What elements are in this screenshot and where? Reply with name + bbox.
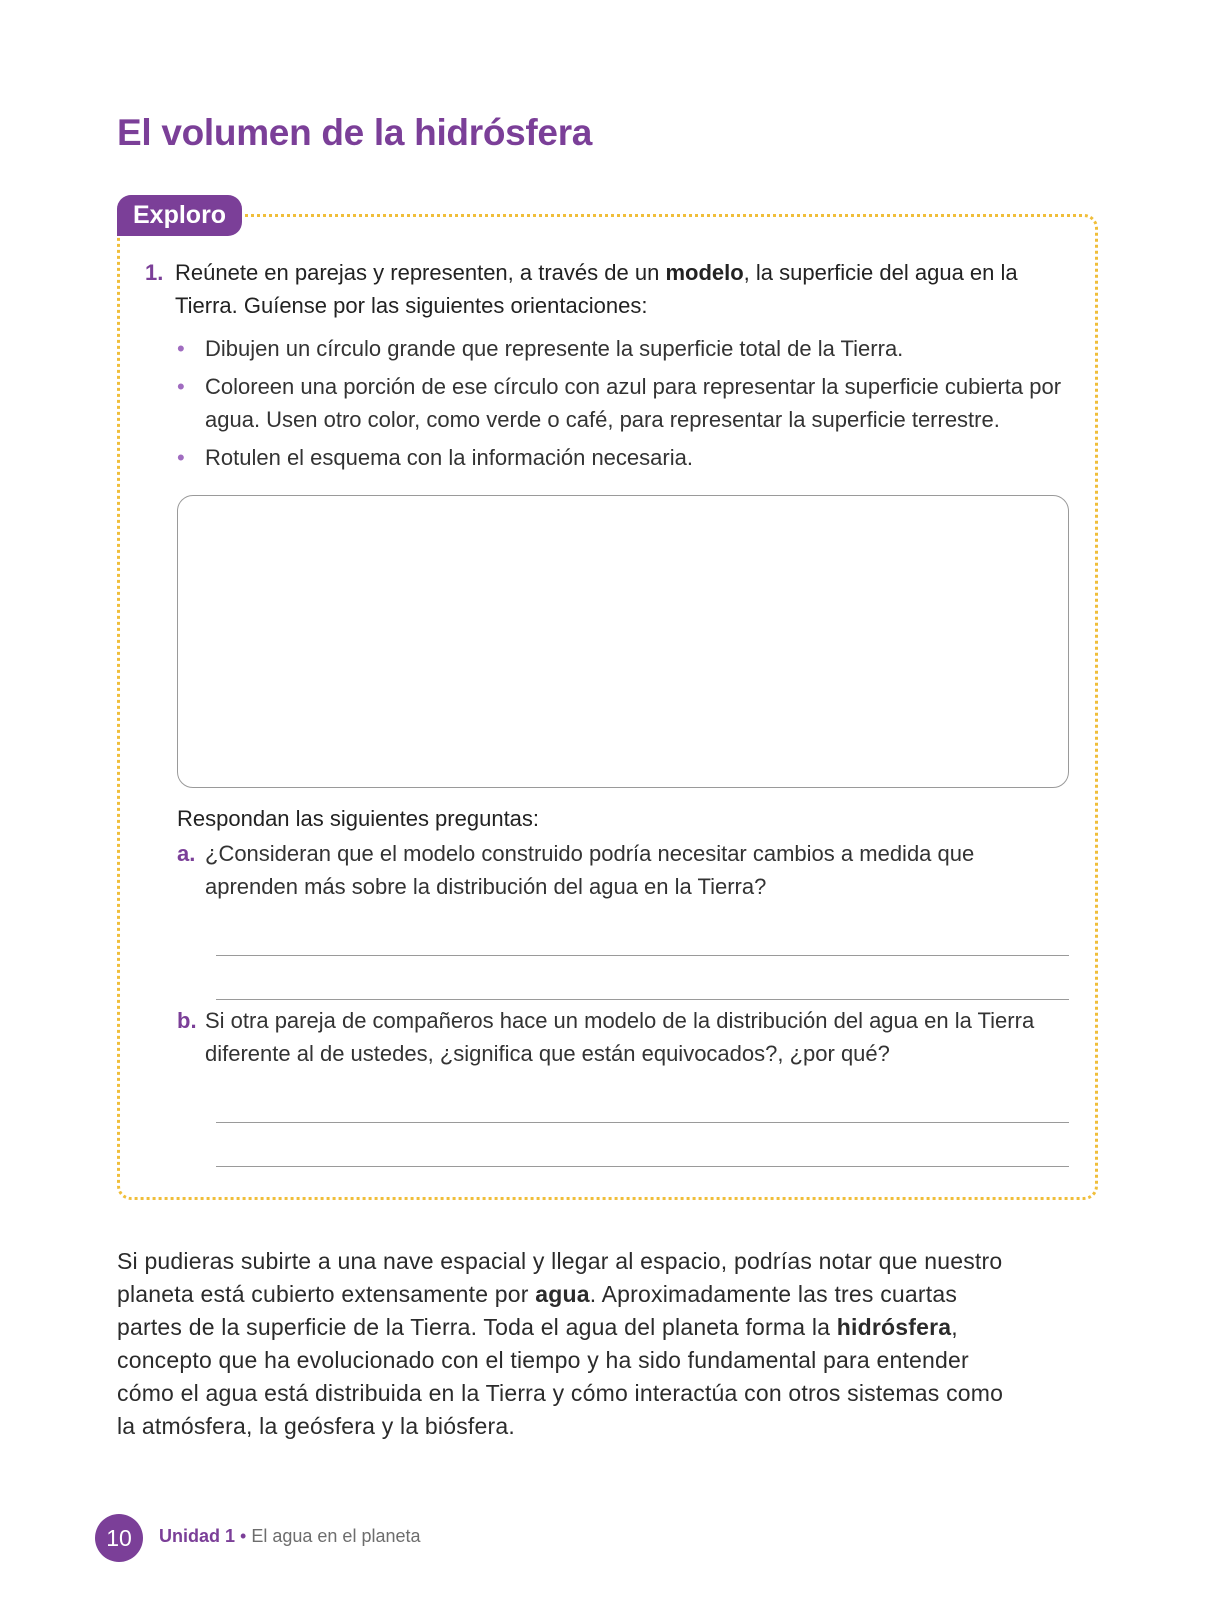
intro-bold-term: agua	[535, 1281, 590, 1307]
footer-unit: Unidad 1	[159, 1526, 236, 1546]
instruction-list	[177, 332, 1077, 479]
list-item	[177, 441, 1077, 474]
question-1-text-part: , la superficie del agua en la Tierra. Guíense por las siguientes orientaciones:	[175, 260, 1018, 318]
list-item	[177, 370, 1077, 436]
question-1-text-part: Reúnete en parejas y representen, a través de un	[175, 260, 666, 285]
section-tab-exploro: Exploro	[117, 195, 242, 236]
footer-unit-label	[159, 1526, 421, 1547]
question-1	[145, 256, 1065, 322]
answer-line-b-1[interactable]	[216, 1122, 1069, 1123]
page-number-badge: 10	[95, 1514, 143, 1562]
answer-line-b-2[interactable]	[216, 1166, 1069, 1167]
sub-question-text: Si otra pareja de compañeros hace un modelo de la distribución del agua en la Tierra diferente al de ustedes, ¿significa que están equivocados?, ¿por qué?	[205, 1008, 1035, 1066]
bullet-icon: •	[177, 445, 185, 470]
page-title: El volumen de la hidrósfera	[117, 112, 593, 153]
sub-question-a	[177, 837, 1057, 903]
list-item-text: Rotulen el esquema con la información necesaria.	[205, 445, 693, 470]
intro-text-part: . Aproximadamente las tres cuartas partes de la superficie de la Tierra. Toda el agua del planeta forma la	[117, 1281, 958, 1340]
intro-text-part: Si pudieras subirte a una nave espacial y llegar al espacio, podrías notar que nuestro planeta está cubierto extensamente por	[117, 1248, 1003, 1307]
question-1-bold-term: modelo	[665, 260, 744, 285]
sub-question-b	[177, 1004, 1057, 1070]
question-1-number: 1.	[145, 260, 164, 285]
drawing-area[interactable]	[177, 495, 1069, 788]
footer-unit-title: El agua en el planeta	[251, 1526, 421, 1546]
questions-prompt: Respondan las siguientes preguntas:	[177, 806, 540, 831]
intro-text-part: , concepto que ha evolucionado con el tiempo y ha sido fundamental para entender cómo el agua está distribuida en la Tierra y cómo interactúa con otros sistemas como la atmósfera, la geósfera y la biósfera.	[117, 1314, 1004, 1439]
answer-line-a-1[interactable]	[216, 955, 1069, 956]
intro-paragraph	[117, 1245, 1017, 1443]
sub-question-letter: a.	[177, 841, 196, 866]
list-item	[177, 332, 1077, 365]
bullet-icon: •	[177, 374, 185, 399]
answer-line-a-2[interactable]	[216, 999, 1069, 1000]
sub-question-letter: b.	[177, 1008, 197, 1033]
footer-separator: •	[240, 1526, 247, 1546]
question-1-text	[145, 256, 1065, 322]
intro-bold-term: hidrósfera	[836, 1314, 952, 1340]
list-item-text: Dibujen un círculo grande que represente la superficie total de la Tierra.	[205, 336, 904, 361]
list-item-text: Coloreen una porción de ese círculo con azul para representar la superficie cubierta por agua. Usen otro color, como verde o café, para representar la superficie terrestre.	[205, 374, 1062, 432]
sub-question-text: ¿Consideran que el modelo construido podría necesitar cambios a medida que aprenden más sobre la distribución del agua en la Tierra?	[205, 841, 975, 899]
bullet-icon: •	[177, 336, 185, 361]
